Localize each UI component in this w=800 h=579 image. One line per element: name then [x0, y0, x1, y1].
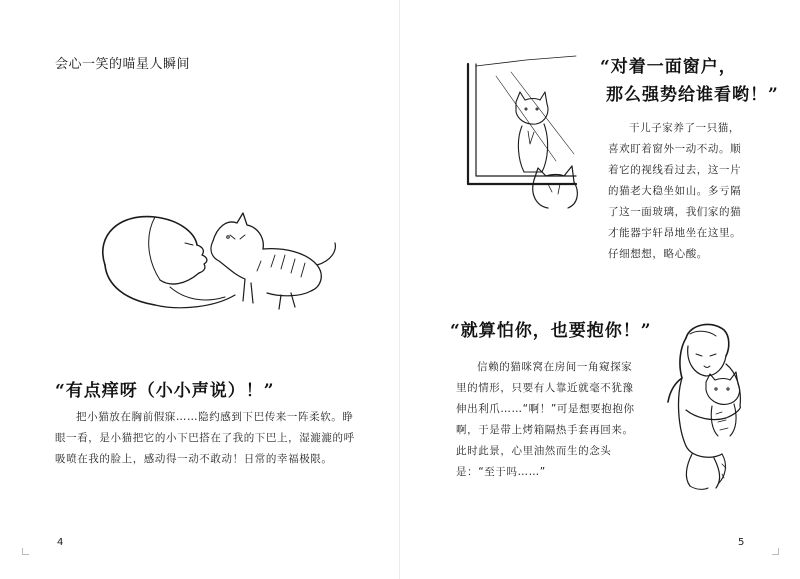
crop-mark	[22, 548, 29, 555]
girl-holding-cat-illustration	[656, 318, 756, 494]
right-paragraph-1: 干儿子家养了一只猫，喜欢盯着窗外一动不动。顺着它的视线看过去，这一片的猫老大稳坐如山。多亏隔了这一面玻璃，我们家的猫才能器宇轩昂地坐在这里。仔细想想，略心酸。	[608, 122, 742, 260]
right-page-number: 5	[738, 537, 745, 548]
right-quote-heading-1-line-1: “对着一面窗户，	[600, 57, 737, 77]
crop-mark	[772, 548, 779, 555]
right-paragraph-2-block	[456, 357, 636, 483]
right-quote-heading-1-line-2: 那么强势给谁看哟！”	[606, 85, 779, 105]
section-title: 会心一笑的喵星人瞬间	[55, 57, 191, 72]
left-paragraph-block	[55, 407, 355, 470]
left-paragraph: 把小猫放在胸前假寐……隐约感到下巴传来一阵柔软。睁眼一看，是小猫把它的小下巴搭在了我的下巴上，湿漉漉的呼吸喷在我的脸上，感动得一动不敢动！日常的幸福极限。	[55, 411, 355, 465]
right-page	[400, 0, 800, 579]
person-with-kitten-illustration	[85, 205, 345, 315]
left-page-number: 4	[57, 537, 64, 548]
cats-at-window-illustration	[456, 56, 586, 208]
left-quote-heading: “有点痒呀（小小声说）！”	[55, 381, 275, 401]
right-paragraph-2: 信赖的猫咪窝在房间一角窥探家里的情形，只要有人靠近就毫不犹豫伸出利爪……“啊！”可是想要抱抱你啊，于是带上烤箱隔热手套再回来。此时此景，心里油然而生的念头是：“至于吗……”	[456, 361, 635, 478]
right-paragraph-1-block	[608, 118, 750, 265]
right-quote-heading-2: “就算怕你，也要抱你！”	[450, 321, 652, 341]
